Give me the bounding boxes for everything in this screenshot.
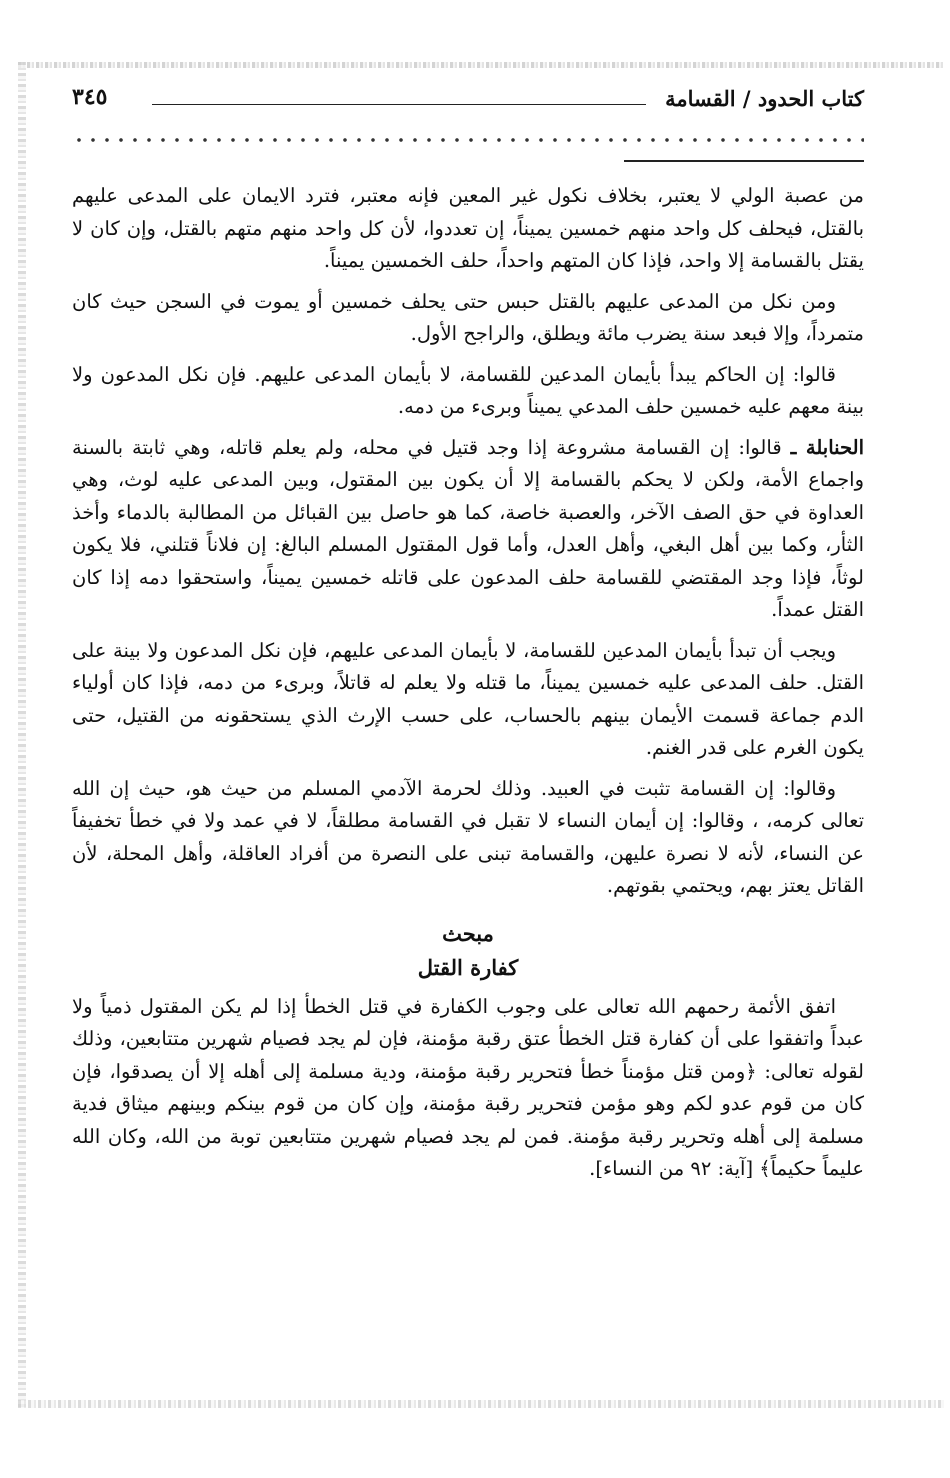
scan-border-top (18, 62, 944, 68)
header-rule (152, 104, 646, 105)
page-number: ٣٤٥ (72, 84, 108, 110)
paragraph-1-text: من عصبة الولي لا يعتبر، بخلاف نكول غير المعين فإنه معتبر، فترد الايمان على المدعى عليهم بالقتل، فيحلف كل واحد منهم خمسين يميناً، إن تعددوا، لأن كل واحد منهم متهم بالقتل، وإن كان لا يقتل بالقسامة إلا واحد، فإذا كان المتهم واحداً، حلف الخمسين يميناً. (72, 184, 864, 272)
closing-paragraph (72, 991, 864, 1186)
scan-border-bottom (18, 1400, 944, 1408)
section-title: كفارة القتل (417, 954, 519, 980)
paragraph-5-text: ويجب أن تبدأ بأيمان المدعين للقسامة، لا بأيمان المدعى عليهم، فإن نكل المدعون ولا بينة على القتل. حلف المدعى عليه خمسين يميناً، ما قتله ولا يعلم له قاتلاً، وبرىء من دمه، فإذا كان أولياء الدم جماعة قسمت الأيمان بينهم بالحساب، على حسب الإرث الذي يستحقونه من القتيل، حتى يكون الغرم على قدر الغنم. (72, 638, 864, 759)
paragraph-3 (72, 359, 864, 424)
header-dotted-line (72, 138, 864, 146)
top-rule (624, 160, 864, 162)
paragraph-6-text: وقالوا: إن القسامة تثبت في العبيد. وذلك لحرمة الآدمي المسلم من حيث هو، حيث إن الله تعالى كرمه، ، وقالوا: إن أيمان النساء لا تقبل في القسامة مطلقاً، لا في عمد ولا في خطأ تخفيفاً عن النساء، لأنه لا نصرة عليهن، والقسامة تبنى على النصرة من أفراد العاقلة، وأهل المحلة، لأن القاتل يعتز بهم، ويحتمي بقوتهم. (72, 776, 864, 897)
running-title: كتاب الحدود / القسامة (665, 86, 864, 111)
closing-paragraph-text: اتفق الأئمة رحمهم الله تعالى على وجوب الكفارة في قتل الخطأ إذا لم يكن المقتول ذمياً ولا عبداً واتفقوا على أن كفارة قتل الخطأ عتق رقبة مؤمنة، فإن لم يجد فصيام شهرين متتابعين، وذلك لقوله تعالى: ﴿ومن قتل مؤمناً خطأ فتحرير رقبة مؤمنة، ودية مسلمة إلى أهله إلا أن يصدقوا، فإن كان من قوم عدو لكم وهو مؤمن فتحرير رقبة مؤمنة، وإن كان من قوم بينكم وبينهم ميثاق فدية مسلمة إلى أهله وتحرير رقبة مؤمنة. فمن لم يجد فصيام شهرين متتابعين توبة من الله، وكان الله عليماً حكيماً﴾ [آية: ٩٢ من النساء]. (72, 994, 864, 1180)
paragraph-5 (72, 635, 864, 765)
section-heading: مبحث (442, 920, 494, 946)
paragraph-3-text: قالوا: إن الحاكم يبدأ بأيمان المدعين للقسامة، لا بأيمان المدعى عليهم. فإن نكل المدعون ولا بينة معهم عليه خمسين حلف المدعي يميناً وبرىء من دمه. (72, 362, 864, 418)
page-body (72, 180, 864, 1194)
paragraph-4-text: قالوا: إن القسامة مشروعة إذا وجد قتيل في محله، ولم يعلم قاتله، وهي ثابتة بالسنة واجماع الأمة، ولكن لا يحكم بالقسامة إلا أن يكون بين المقتول، وبين المدعى عليه لوث، وهي العداوة في حق الصف الآخر، والعصبة خاصة، كما هو حاصل بين القبائل من المطالبة بالدماء وأخذ الثأر، وكما بين أهل البغي، وأهل العدل، وأما قول المقتول المسلم البالغ: إن فلاناً قتلني، فلا يكون لوثاً، فإذا وجد المقتضي للقسامة حلف المدعون على قاتله خمسين يميناً، واستحقوا دمه إذا كان القتل عمداً. (72, 435, 864, 621)
paragraph-6 (72, 773, 864, 903)
paragraph-2 (72, 286, 864, 351)
paragraph-2-text: ومن نكل من المدعى عليهم بالقتل حبس حتى يحلف خمسين أو يموت في السجن حيث كان متمرداً، وإلا فبعد سنة يضرب مائة ويطلق، والراجح الأول. (72, 289, 864, 345)
paragraph-1 (72, 180, 864, 278)
paragraph-4 (72, 432, 864, 627)
scan-border-left (18, 62, 26, 1407)
paragraph-4-lead: الحنابلة ـ (790, 435, 864, 459)
